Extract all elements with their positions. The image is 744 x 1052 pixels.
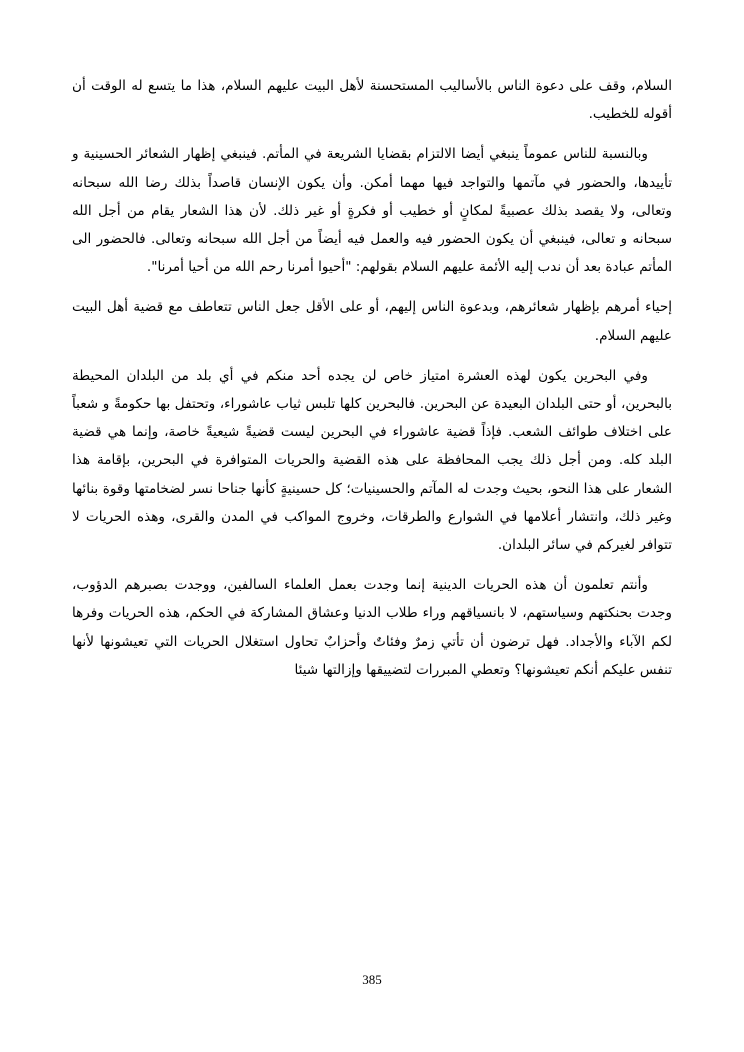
paragraph-3: إحياء أمرهم بإظهار شعائرهم، وبدعوة الناس إليهم، أو على الأقل جعل الناس تتعاطف مع قضية أهل البيت عليهم السلام. [72, 299, 672, 344]
paragraph-1: السلام، وقف على دعوة الناس بالأساليب المستحسنة لأهل البيت عليهم السلام، هذا ما يتسع له الوقت أن أقوله للخطيب. [72, 78, 672, 123]
paragraph-5: وأنتم تعلمون أن هذه الحريات الدينية إنما وجدت بعمل العلماء السالفين، ووجدت بصبرهم الدؤوب، وجدت بحنكتهم وسياستهم، لا بانسياقهم وراء طلاب الدنيا وعشاق المشاركة في الحكم، هذه الحريات وفرها لكم الآباء والأجداد. فهل ترضون أن تأتي زمرٌ وفئاتٌ وأحزابٌ تحاول استغلال الحريات التي تعيشونها لأنها تنفس عليكم أنكم تعيشونها؟ وتعطي المبررات لتضييقها وإزالتها شيئا [72, 577, 672, 678]
paragraph-4: وفي البحرين يكون لهذه العشرة امتياز خاص لن يجده أحد منكم في أي بلد من البلدان المحيطة بالبحرين، أو حتى البلدان البعيدة عن البحرين. فالبحرين كلها تلبس ثياب عاشوراء، وتحتفل بها حكومةً و شعباً على اختلاف طوائف الشعب. فإذاً قضية عاشوراء في البحرين ليست قضيةً شيعيةً خاصة، وإنما هي قضية البلد كله. ومن أجل ذلك يجب المحافظة على هذه القضية والحريات المتوافرة في البحرين، بإقامة هذا الشعار على هذا النحو، بحيث وجدت له المآتم والحسينيات؛ كل حسينيةٍ كأنها جناحا نسر لضخامتها وقوة بنائها وغير ذلك، وانتشار أعلامها في الشوارع والطرقات، وخروج المواكب في المدن والقرى، وهذه الحريات لا تتوافر لغيركم في سائر البلدان. [72, 367, 672, 554]
paragraph-2: وبالنسبة للناس عموماً ينبغي أيضا الالتزام بقضايا الشريعة في المأتم. فينبغي إظهار الشعائر الحسينية و تأييدها، والحضور في مآتمها والتواجد فيها مهما أمكن. وأن يكون الإنسان قاصداً بذلك رضا الله سبحانه وتعالى، ولا يقصد بذلك عصبيةً لمكانٍ أو خطيب أو فكرةٍ أو غير ذلك. لأن هذا الشعار يقام من أجل الله سبحانه و تعالى، فينبغي أن يكون الحضور فيه والعمل فيه أيضاً من أجل الله سبحانه وتعالى. فالحضور الى المأتم عبادة بعد أن ندب إليه الأئمة عليهم السلام بقولهم: "أحيوا أمرنا رحم الله من أحيا أمرنا". [72, 146, 672, 276]
body-text [72, 72, 672, 696]
page-number: 385 [362, 972, 382, 987]
